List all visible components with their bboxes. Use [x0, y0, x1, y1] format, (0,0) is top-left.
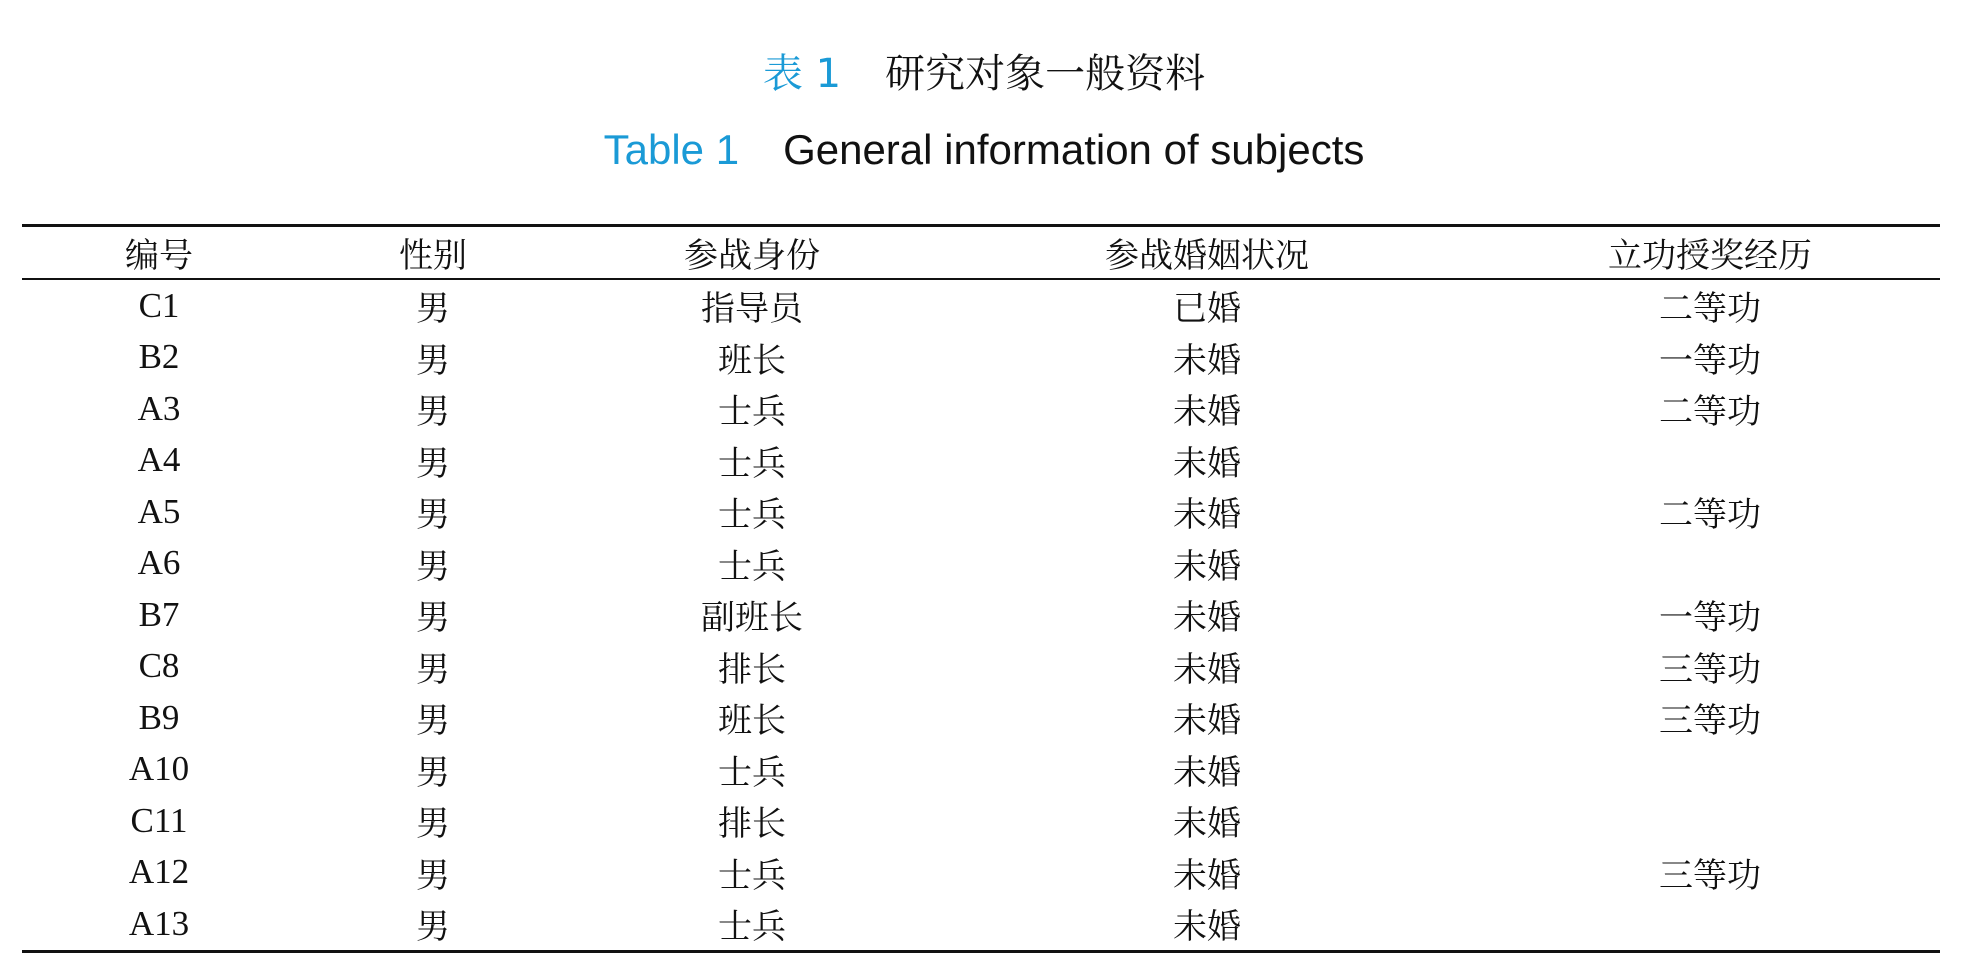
cell-marital-status: 未婚: [1173, 495, 1241, 536]
cell-gender: 男: [416, 701, 450, 742]
cell-id: A10: [128, 749, 190, 789]
cell-gender: 男: [416, 855, 450, 896]
table-row: [22, 898, 1940, 951]
cell-role: 排长: [718, 649, 786, 690]
cell-role: 士兵: [718, 546, 786, 587]
cell-awards: [1480, 898, 1940, 951]
cell-marital-status: 未婚: [1173, 907, 1241, 948]
cell-id: B7: [138, 594, 180, 634]
cell-gender: 男: [416, 392, 450, 433]
cell-role: 班长: [718, 340, 786, 381]
table-row: [22, 641, 1940, 693]
cell-awards: 一等功: [1659, 340, 1761, 381]
cell-gender: 男: [416, 598, 450, 639]
table-row: [22, 744, 1940, 796]
cell-id: A4: [137, 440, 181, 480]
cell-marital-status: 未婚: [1173, 649, 1241, 690]
cell-marital-status: 未婚: [1173, 546, 1241, 587]
table-row: [22, 486, 1940, 538]
cell-role: 班长: [718, 701, 786, 742]
cell-awards: 三等功: [1659, 855, 1761, 896]
cell-marital-status: 未婚: [1173, 804, 1241, 845]
cell-id: A3: [137, 388, 181, 428]
cell-marital-status: 未婚: [1173, 855, 1241, 896]
cell-role: 士兵: [718, 495, 786, 536]
cell-gender: 男: [416, 907, 450, 948]
cell-awards: 二等功: [1659, 495, 1761, 536]
cell-gender: 男: [416, 495, 450, 536]
table-caption-chinese: [0, 44, 1968, 104]
header-awards: 立功授奖经历: [1608, 236, 1812, 276]
cell-gender: 男: [416, 752, 450, 793]
cell-role: 士兵: [718, 855, 786, 896]
cell-id: A12: [128, 852, 190, 892]
cell-gender: 男: [416, 546, 450, 587]
cell-gender: 男: [416, 649, 450, 690]
cell-id: A13: [128, 903, 190, 943]
cell-gender: 男: [416, 804, 450, 845]
caption-label-chinese: 表 1: [762, 51, 842, 97]
table-row: [22, 383, 1940, 435]
table-row: [22, 279, 1940, 332]
cell-role: 指导员: [701, 289, 803, 330]
cell-id: C11: [130, 800, 188, 840]
cell-awards: 三等功: [1659, 701, 1761, 742]
cell-gender: 男: [416, 443, 450, 484]
header-gender: 性别: [399, 236, 467, 276]
cell-id: C1: [138, 285, 180, 325]
cell-role: 士兵: [718, 752, 786, 793]
table-caption-english: [0, 122, 1968, 178]
cell-marital-status: 已婚: [1173, 289, 1241, 330]
cell-gender: 男: [416, 340, 450, 381]
cell-id: B2: [138, 337, 180, 377]
table-row: [22, 332, 1940, 384]
cell-awards: 一等功: [1659, 598, 1761, 639]
cell-role: 士兵: [718, 443, 786, 484]
cell-id: B9: [138, 697, 180, 737]
header-marital-status: 参战婚姻状况: [1105, 236, 1309, 276]
table-row: [22, 538, 1940, 590]
header-id: 编号: [125, 236, 193, 276]
cell-awards: 二等功: [1659, 289, 1761, 330]
cell-awards: [1480, 744, 1940, 796]
cell-marital-status: 未婚: [1173, 701, 1241, 742]
cell-role: 士兵: [718, 907, 786, 948]
table-header-row: [22, 226, 1940, 280]
cell-role: 排长: [718, 804, 786, 845]
cell-role: 士兵: [718, 392, 786, 433]
table-body: [22, 279, 1940, 951]
cell-id: A5: [137, 491, 181, 531]
cell-id: A6: [137, 543, 181, 583]
cell-role: 副班长: [701, 598, 803, 639]
cell-marital-status: 未婚: [1173, 752, 1241, 793]
cell-awards: 二等功: [1659, 392, 1761, 433]
subjects-table: [22, 224, 1940, 953]
cell-marital-status: 未婚: [1173, 443, 1241, 484]
table-row: [22, 435, 1940, 487]
table-row: [22, 589, 1940, 641]
header-role: 参战身份: [684, 236, 820, 276]
cell-awards: [1480, 795, 1940, 847]
subjects-table-container: [22, 224, 1940, 953]
caption-label-english: Table 1: [603, 126, 740, 173]
cell-marital-status: 未婚: [1173, 340, 1241, 381]
cell-awards: [1480, 435, 1940, 487]
cell-awards: [1480, 538, 1940, 590]
cell-id: C8: [138, 646, 180, 686]
caption-title-chinese: 研究对象一般资料: [885, 51, 1206, 97]
table-row: [22, 795, 1940, 847]
caption-title-english: General information of subjects: [783, 126, 1365, 173]
cell-marital-status: 未婚: [1173, 598, 1241, 639]
table-row: [22, 847, 1940, 899]
cell-awards: 三等功: [1659, 649, 1761, 690]
cell-marital-status: 未婚: [1173, 392, 1241, 433]
cell-gender: 男: [416, 289, 450, 330]
table-row: [22, 692, 1940, 744]
